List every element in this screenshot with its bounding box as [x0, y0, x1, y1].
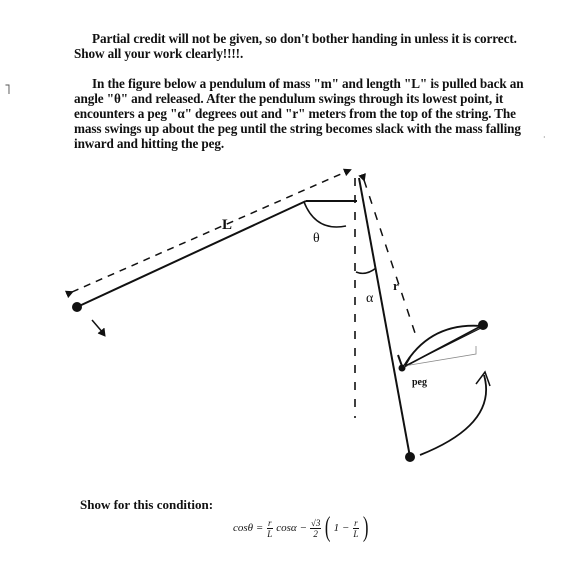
eq-frac-r-over-L — [266, 518, 273, 539]
eq-frac-num: r — [268, 517, 272, 528]
problem-line-5: inward and hitting the peg. — [74, 136, 225, 151]
mass-fall-line — [405, 327, 483, 366]
lower-swing-arc — [420, 375, 486, 455]
label-theta: θ — [313, 231, 320, 246]
eq-close-paren: ) — [363, 512, 369, 543]
mass-lowest-point — [405, 452, 415, 462]
mass-upper-position — [478, 320, 488, 330]
r-dimension-line — [364, 180, 416, 336]
theta-arc — [304, 202, 346, 227]
problem-line-4: mass swings up about the peg until the string becomes slack with the mass falling — [74, 121, 521, 136]
target-equation — [232, 506, 371, 550]
problem-line-3: encounters a peg "α" degrees out and "r" meters from the top of the string. The — [74, 106, 516, 121]
instructions-line-2: Show all your work clearly!!!!. — [74, 46, 244, 61]
margin-mark: ˥ — [4, 82, 11, 98]
lower-arc-arrowhead — [476, 372, 490, 386]
eq-frac-r-over-L-inner — [352, 518, 359, 539]
eq-one-minus: 1 − — [333, 522, 350, 534]
mass-pulled-back — [72, 302, 82, 312]
pendulum-string-pulled-back — [77, 201, 306, 307]
eq-lhs: cosθ = — [233, 522, 264, 534]
eq-frac-sqrt3-over-2 — [310, 518, 321, 539]
label-alpha: α — [366, 291, 374, 306]
label-L: L — [222, 217, 233, 233]
hanging-string — [359, 178, 410, 457]
length-dimension-line — [72, 170, 350, 292]
eq-cos-alpha: cosα − — [276, 522, 307, 534]
show-condition-label: Show for this condition: — [80, 497, 214, 512]
problem-line-2: angle "θ" and released. After the pendulum swings through its lowest point, it — [74, 91, 504, 106]
eq-frac-den: 2 — [313, 528, 318, 539]
label-r: r — [393, 278, 399, 293]
instructions-line-1: Partial credit will not be given, so don't bother handing in unless it is correct. — [92, 31, 517, 46]
eq-open-paren: ( — [325, 512, 331, 543]
problem-line-1: In the figure below a pendulum of mass "m" and length "L" is pulled back an — [92, 76, 524, 91]
eq-frac-den: L — [267, 528, 273, 539]
stray-dot: · — [543, 133, 546, 142]
alpha-arc — [356, 268, 376, 273]
eq-frac-num: √3 — [310, 517, 321, 528]
label-peg: peg — [412, 377, 427, 388]
eq-frac-num: r — [354, 517, 358, 528]
eq-frac-den: L — [353, 528, 359, 539]
